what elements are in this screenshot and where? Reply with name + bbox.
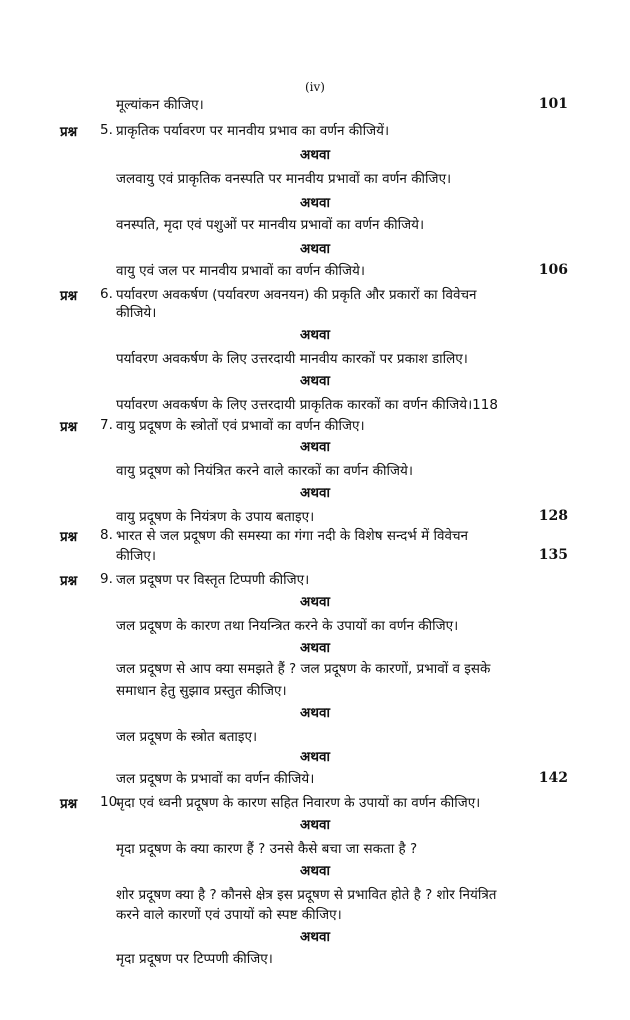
- page-reference: 106: [538, 262, 568, 278]
- question-number: 6.: [100, 286, 113, 302]
- page-reference: 101: [538, 96, 568, 112]
- question-label: प्रश्न: [60, 288, 78, 304]
- or-separator: अथवा: [300, 241, 330, 257]
- question-text-line: जल प्रदूषण से आप क्या समझते हैं ? जल प्रदूषण के कारणों, प्रभावों व इसके: [116, 661, 491, 677]
- page-reference: 142: [538, 770, 568, 786]
- or-separator: अथवा: [300, 705, 330, 721]
- question-label: प्रश्न: [60, 419, 78, 435]
- question-label: प्रश्न: [60, 573, 78, 589]
- question-text-line: पर्यावरण अवकर्षण के लिए उत्तरदायी मानवीय कारकों पर प्रकाश डालिए।: [116, 351, 468, 367]
- page-reference: 128: [538, 508, 568, 524]
- or-separator: अथवा: [300, 373, 330, 389]
- question-text-line: मृदा प्रदूषण पर टिप्पणी कीजिए।: [116, 951, 273, 967]
- or-separator: अथवा: [300, 485, 330, 501]
- question-text-line: जल प्रदूषण के कारण तथा नियन्त्रित करने के उपायों का वर्णन कीजिए।: [116, 618, 459, 634]
- question-text-line: पर्यावरण अवकर्षण के लिए उत्तरदायी प्राकृतिक कारकों का वर्णन कीजिये।118: [116, 397, 498, 413]
- question-number: 5.: [100, 122, 113, 138]
- question-number: 10.: [100, 794, 122, 810]
- or-separator: अथवा: [300, 147, 330, 163]
- question-text-line: वनस्पति, मृदा एवं पशुओं पर मानवीय प्रभावों का वर्णन कीजिये।: [116, 217, 425, 233]
- question-text-line: जल प्रदूषण के प्रभावों का वर्णन कीजिये।: [116, 771, 315, 787]
- page-marker: (iv): [305, 80, 325, 94]
- question-text-line: वायु एवं जल पर मानवीय प्रभावों का वर्णन कीजिये।: [116, 263, 366, 279]
- or-separator: अथवा: [300, 749, 330, 765]
- question-text-line: वायु प्रदूषण के स्त्रोतों एवं प्रभावों का वर्णन कीजिए।: [116, 418, 365, 434]
- question-text-line: भारत से जल प्रदूषण की समस्या का गंगा नदी के विशेष सन्दर्भ में विवेचन: [116, 528, 469, 544]
- question-text-line: प्राकृतिक पर्यावरण पर मानवीय प्रभाव का वर्णन कीजियें।: [116, 123, 390, 139]
- or-separator: अथवा: [300, 594, 330, 610]
- question-number: 9.: [100, 571, 113, 587]
- question-text-line: कीजिये।: [116, 305, 157, 321]
- question-text-line: मूल्यांकन कीजिए।: [116, 97, 204, 113]
- question-label: प्रश्न: [60, 529, 78, 545]
- question-text-line: पर्यावरण अवकर्षण (पर्यावरण अवनयन) की प्रकृति और प्रकारों का विवेचन: [116, 287, 477, 303]
- or-separator: अथवा: [300, 929, 330, 945]
- question-text-line: जल प्रदूषण पर विस्तृत टिप्पणी कीजिए।: [116, 572, 310, 588]
- question-text-line: वायु प्रदूषण के नियंत्रण के उपाय बताइए।: [116, 509, 315, 525]
- or-separator: अथवा: [300, 640, 330, 656]
- or-separator: अथवा: [300, 195, 330, 211]
- question-text-line: शोर प्रदूषण क्या है ? कौनसे क्षेत्र इस प्रदूषण से प्रभावित होते है ? शोर नियंत्रित: [116, 887, 497, 903]
- question-text-line: जलवायु एवं प्राकृतिक वनस्पति पर मानवीय प्रभावों का वर्णन कीजिए।: [116, 171, 452, 187]
- question-text-line: मृदा एवं ध्वनी प्रदूषण के कारण सहित निवारण के उपायों का वर्णन कीजिए।: [116, 795, 481, 811]
- question-text-line: समाधान हेतु सुझाव प्रस्तुत कीजिए।: [116, 683, 287, 699]
- question-text-line: वायु प्रदूषण को नियंत्रित करने वाले कारकों का वर्णन कीजिये।: [116, 463, 413, 479]
- or-separator: अथवा: [300, 439, 330, 455]
- question-label: प्रश्न: [60, 124, 78, 140]
- or-separator: अथवा: [300, 863, 330, 879]
- question-text-line: कीजिए।: [116, 548, 156, 564]
- question-label: प्रश्न: [60, 796, 78, 812]
- question-text-line: मृदा प्रदूषण के क्या कारण हैं ? उनसे कैसे बचा जा सकता है ?: [116, 841, 418, 857]
- question-text-line: करने वाले कारणों एवं उपायों को स्पष्ट कीजिए।: [116, 907, 342, 923]
- page-reference: 135: [538, 547, 568, 563]
- or-separator: अथवा: [300, 327, 330, 343]
- question-number: 7.: [100, 417, 113, 433]
- question-number: 8.: [100, 527, 113, 543]
- or-separator: अथवा: [300, 817, 330, 833]
- question-text-line: जल प्रदूषण के स्त्रोत बताइए।: [116, 729, 258, 745]
